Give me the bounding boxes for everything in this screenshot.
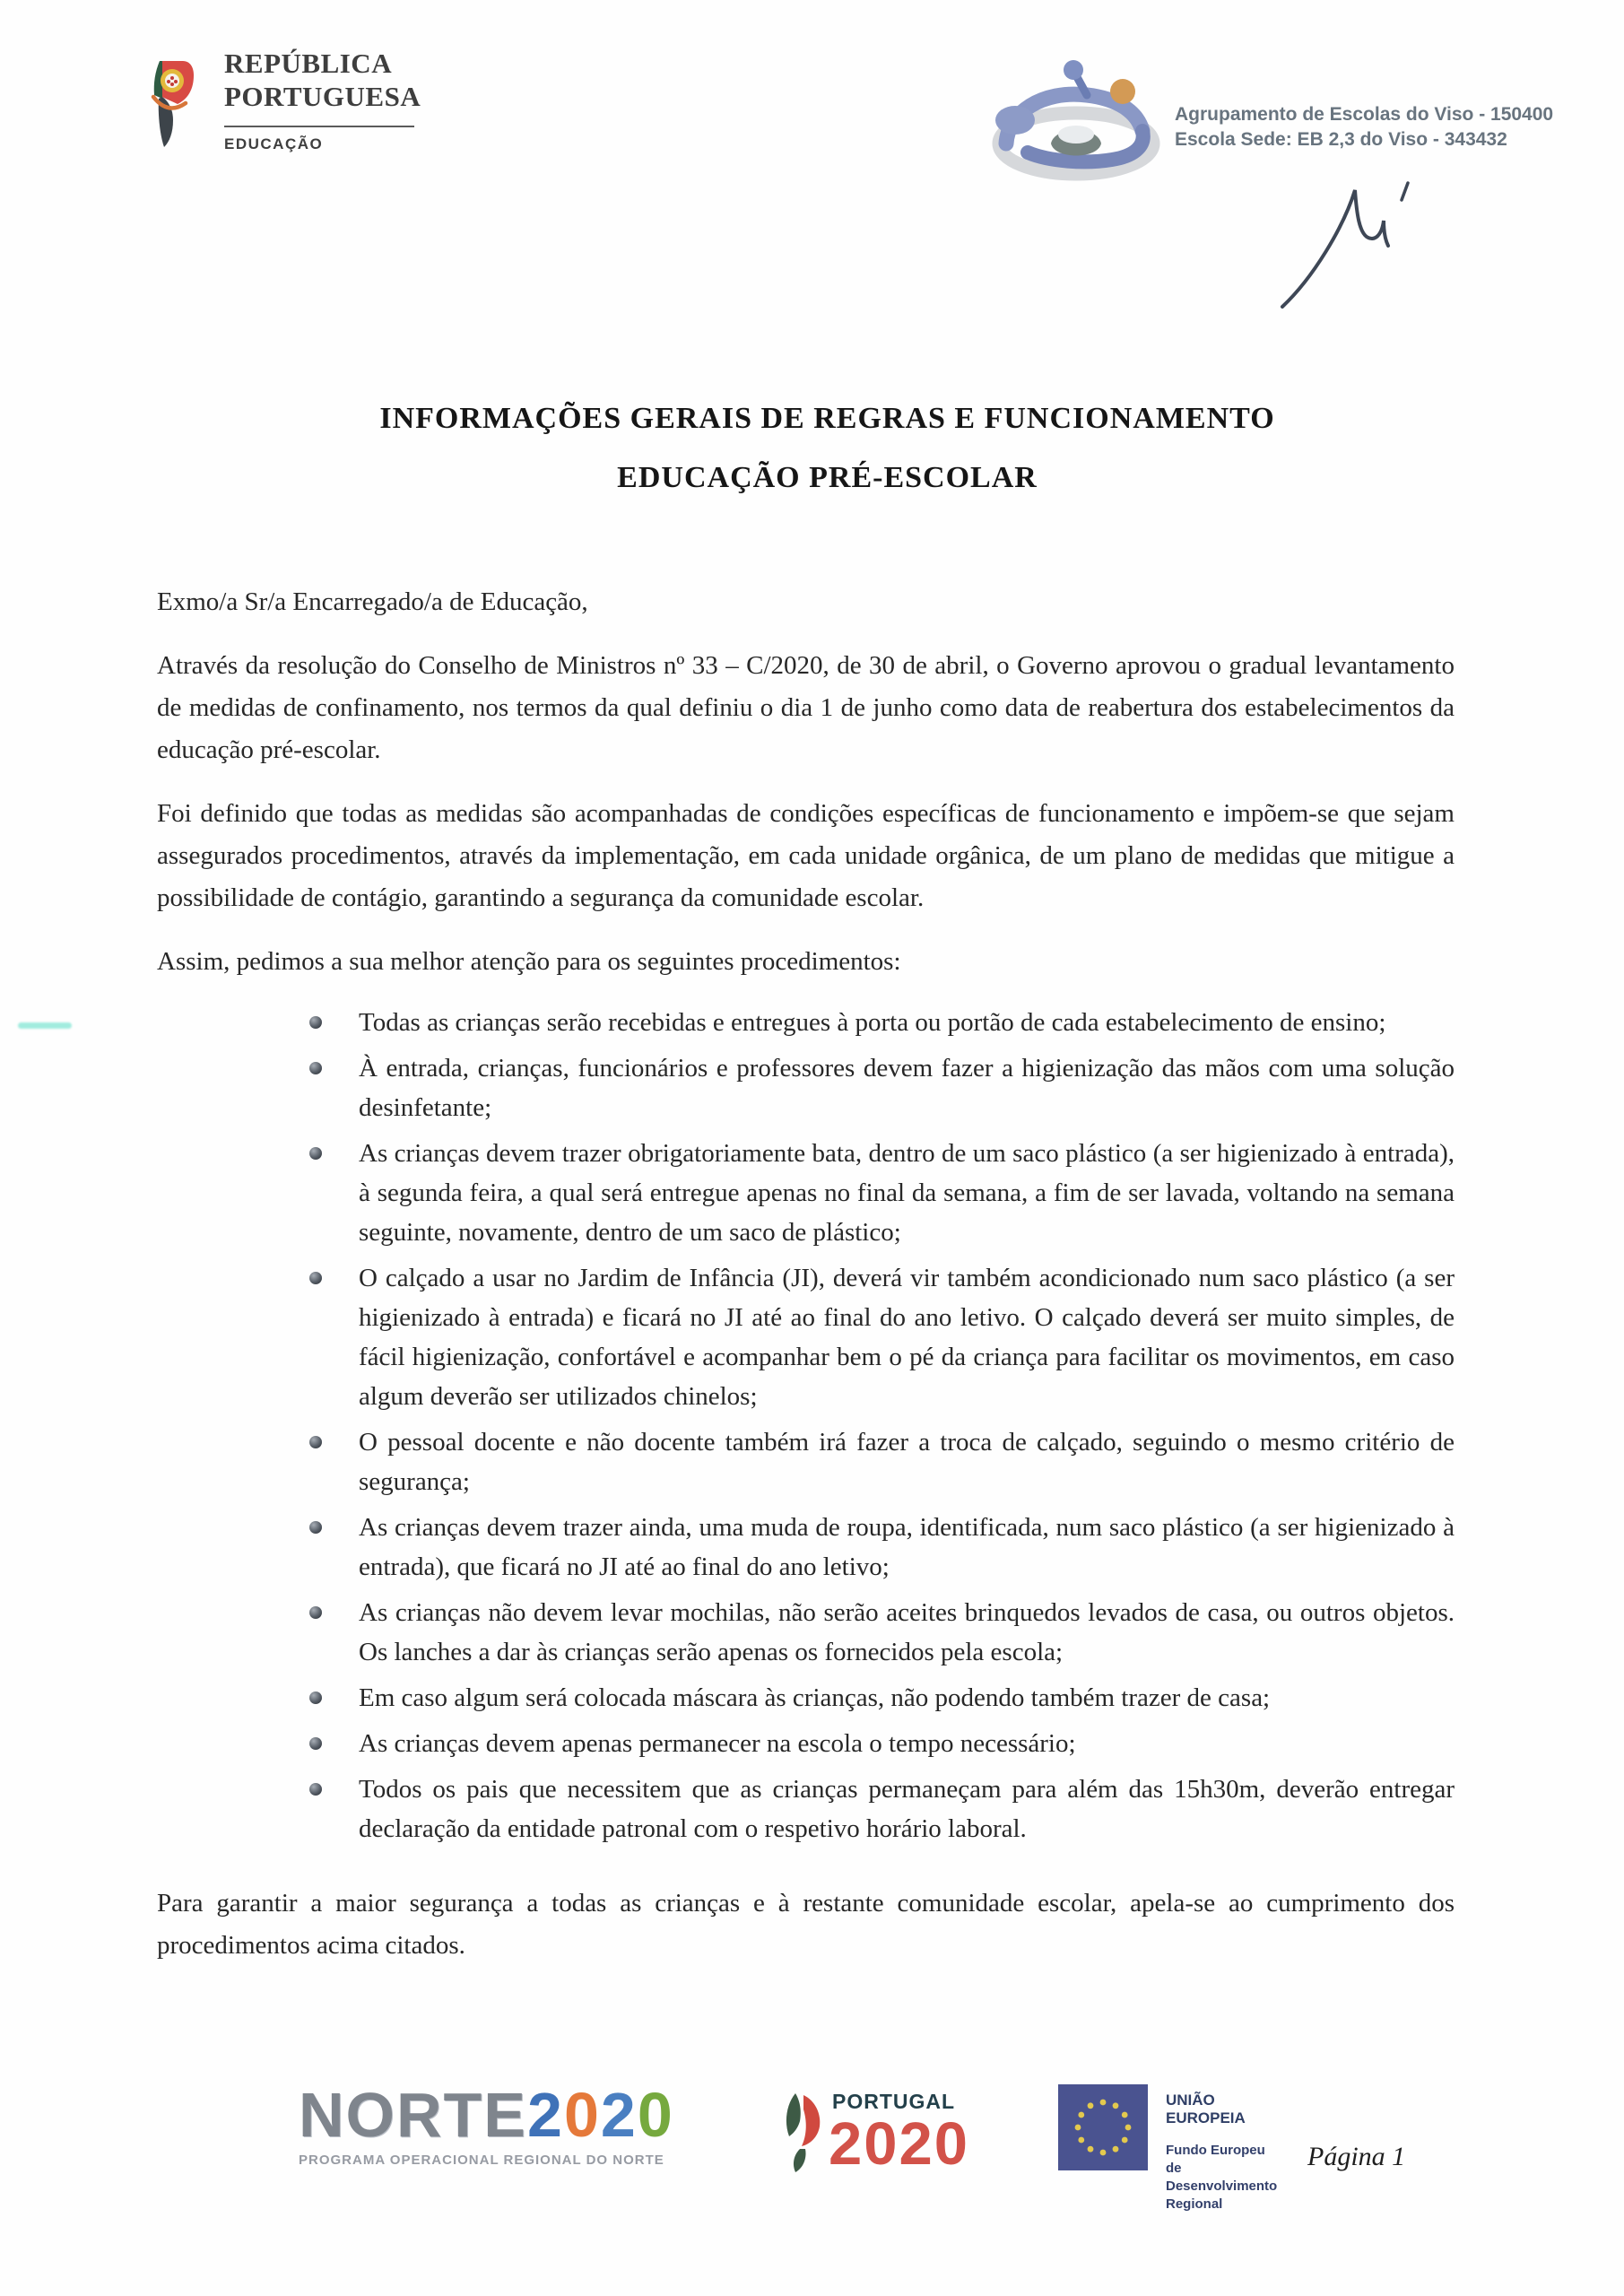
norte-year: 2020 (527, 2080, 674, 2150)
list-item: À entrada, crianças, funcionários e professores devem fazer a higienização das mãos com uma solução desinfetante; (157, 1048, 1455, 1127)
norte-word: NORTE (299, 2080, 527, 2150)
salutation: Exmo/a Sr/a Encarregado/a de Educação, (157, 587, 588, 616)
list-item: As crianças devem trazer obrigatoriamente bata, dentro de um saco plástico (a ser higienizado à entrada), à segunda feira, a qual será entregue apenas no final da semana, a fim de ser lavada, voltando na semana seguinte, novamente, dentro de um saco de plástico; (157, 1134, 1455, 1252)
list-intro: Assim, pedimos a sua melhor atenção para os seguintes procedimentos: (157, 947, 901, 976)
list-item: Todos os pais que necessitem que as crianças permaneçam para além das 15h30m, deverão entregar declaração da entidade patronal com o respetivo horário laboral. (157, 1770, 1455, 1848)
norte2020-wordmark (299, 2080, 674, 2150)
eu-fund-line-2: de Desenvolvimento Regional (1166, 2161, 1278, 2212)
norte2020-logo (299, 2080, 674, 2168)
portugal-label: PORTUGAL (832, 2090, 956, 2113)
handwritten-signature (1272, 170, 1478, 323)
list-item: As crianças devem trazer ainda, uma muda de roupa, identificada, num saco plástico (a ser higienizado à entrada), que ficará no JI até ao final do ano letivo; (157, 1508, 1455, 1587)
page-number: Página 1 (1307, 2142, 1406, 2171)
eu-label: UNIÃO EUROPEIA (1166, 2092, 1246, 2126)
paragraph: Através da resolução do Conselho de Ministros nº 33 – C/2020, de 30 de abril, o Governo aprovou o gradual levantamento de medidas de confinamento, nos termos da qual definiu o dia 1 de junho como data de reabertura dos estabelecimentos da educação pré-escolar. (157, 651, 1455, 764)
school-name-line-2: Escola Sede: EB 2,3 do Viso - 343432 (1175, 129, 1507, 150)
document-title: INFORMAÇÕES GERAIS DE REGRAS E FUNCIONAMENTO (379, 402, 1275, 435)
list-item: Em caso algum será colocada máscara às crianças, não podendo também trazer de casa; (157, 1678, 1455, 1718)
gov-department-label: EDUCAÇÃO (224, 135, 324, 152)
scan-artifact-dash (18, 1022, 72, 1029)
list-item: As crianças devem apenas permanecer na escola o tempo necessário; (157, 1724, 1455, 1763)
gov-line-2: PORTUGUESA (224, 81, 421, 112)
document-subtitle: EDUCAÇÃO PRÉ-ESCOLAR (617, 461, 1038, 494)
closing-paragraph: Para garantir a maior segurança a todas as crianças e à restante comunidade escolar, apela-se ao cumprimento dos procedimentos acima citados. (157, 1889, 1455, 1960)
school-name-line-1: Agrupamento de Escolas do Viso - 150400 (1175, 104, 1554, 125)
list-item: O calçado a usar no Jardim de Infância (JI), deverá vir também acondicionado num saco plástico (a ser higienizado à entrada) e ficará no JI até ao final do ano letivo. O calçado deverá ser muito simples, de fácil higienização, confortável e acompanhar bem o pé da criança para facilitar os movimentos, em caso algum deverão ser utilizados chinelos; (157, 1258, 1455, 1416)
portugal-year: 2020 (829, 2110, 970, 2178)
gov-divider (224, 126, 414, 127)
letter-body (157, 581, 1455, 1967)
portugal-flag-icon (142, 59, 197, 167)
eu-flag-icon (1058, 2084, 1148, 2170)
gov-line-1: REPÚBLICA (224, 48, 393, 79)
list-item: O pessoal docente e não docente também irá fazer a troca de calçado, seguindo o mesmo critério de segurança; (157, 1422, 1455, 1501)
document-title-block (0, 402, 1624, 495)
republica-portuguesa-wordmark (224, 47, 520, 153)
eu-fund-label (1166, 2142, 1277, 2213)
procedures-list (157, 1003, 1455, 1848)
school-emblem-icon (986, 56, 1166, 181)
list-item: Todas as crianças serão recebidas e entregues à porta ou portão de cada estabelecimento de ensino; (157, 1003, 1455, 1042)
norte-program-subtitle: PROGRAMA OPERACIONAL REGIONAL DO NORTE (299, 2152, 664, 2168)
eu-fund-line-1: Fundo Europeu (1166, 2143, 1265, 2158)
list-item: As crianças não devem levar mochilas, não serão aceites brinquedos levados de casa, ou outros objetos. Os lanches a dar às crianças serão apenas os fornecidos pela escola; (157, 1593, 1455, 1672)
portugal2020-flag-icon (782, 2092, 827, 2174)
paragraph: Foi definido que todas as medidas são acompanhadas de condições específicas de funcionamento e impõem-se que sejam assegurados procedimentos, através da implementação, em cada unidade orgânica, de um plano de medidas que mitigue a possibilidade de contágio, garantindo a segurança da comunidade escolar. (157, 799, 1455, 912)
school-name (1175, 102, 1596, 152)
